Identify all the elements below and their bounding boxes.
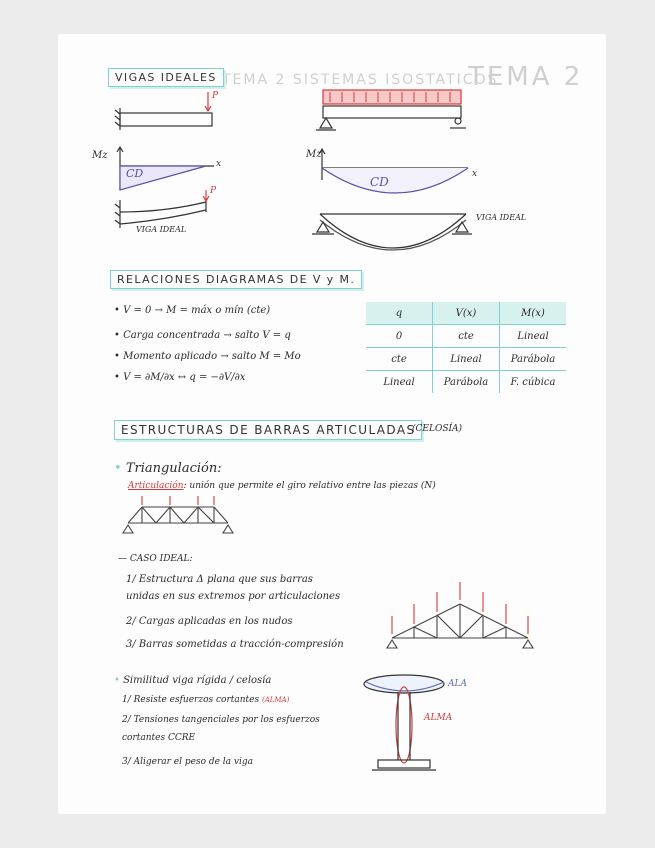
table-cell: cte <box>366 348 433 371</box>
table-row <box>366 348 566 371</box>
caso-ideal-heading: — CASO IDEAL: <box>118 554 193 564</box>
table-cell: Lineal <box>433 348 500 371</box>
section-title-estructuras: ESTRUCTURAS DE BARRAS ARTICULADAS <box>114 420 422 440</box>
articulacion-text: : unión que permite el giro relativo entre las piezas (N) <box>183 481 436 491</box>
relation-bullet-2: • Carga concentrada → salto V = q <box>114 330 291 341</box>
similitud-text: Similitud viga rígida / celosía <box>123 675 272 686</box>
caso-ideal-item-1: 1/ Estructura Δ plana que sus barras <box>126 574 313 585</box>
faint-bleed-title: TEMA 2 SISTEMAS ISOSTATICOS <box>222 72 499 88</box>
viga-ideal-label-1: VIGA IDEAL <box>136 225 187 234</box>
relation-bullet-4: • V = ∂M/∂x ↔ q = −∂V/∂x <box>114 372 246 383</box>
similitud-text-1: 1/ Resiste esfuerzos cortantes <box>122 695 260 705</box>
cd-label-1: CD <box>126 167 144 180</box>
caso-ideal-item-1b: unidas en sus extremos por articulaciones <box>126 591 341 602</box>
triangulacion-text: Triangulación: <box>125 461 222 476</box>
load-label-p1: P <box>212 91 219 101</box>
faint-bleed-prefix: TEMA 2 <box>468 62 584 92</box>
x-label-1: x <box>216 159 222 169</box>
table-header-cell: V(x) <box>433 302 500 325</box>
x-label-2: x <box>472 169 478 179</box>
triangulacion-heading: • Triangulación: <box>114 461 222 476</box>
mz-label-2: Mz <box>306 149 322 160</box>
relations-table <box>366 302 566 393</box>
table-header-cell: M(x) <box>500 302 567 325</box>
relation-text-3: Momento aplicado → salto M = Mo <box>123 351 301 362</box>
section-subtitle-celosia: (CELOSÍA) <box>412 424 463 434</box>
table-cell: Lineal <box>500 325 567 348</box>
table-row <box>366 371 566 394</box>
caso-ideal-item-3: 3/ Barras sometidas a tracción-compresión <box>126 639 344 650</box>
relation-bullet-3: • Momento aplicado → salto M = Mo <box>114 351 301 362</box>
relation-bullet-1: • V = 0 → M = máx o mín (cte) <box>114 305 271 316</box>
table-cell: Parábola <box>433 371 500 394</box>
alma-label: ALMA <box>424 713 453 723</box>
similitud-heading: • Similitud viga rígida / celosía <box>114 675 272 686</box>
table-cell: cte <box>433 325 500 348</box>
viga-ideal-label-2: VIGA IDEAL <box>476 213 527 222</box>
caso-ideal-item-2: 2/ Cargas aplicadas en los nudos <box>126 616 293 627</box>
relation-text-1: V = 0 → M = máx o mín (cte) <box>123 305 271 316</box>
alma-tag: (ALMA) <box>261 696 290 704</box>
table-row <box>366 325 566 348</box>
relation-text-4: V = ∂M/∂x ↔ q = −∂V/∂x <box>123 372 246 383</box>
table-cell: 0 <box>366 325 433 348</box>
articulacion-line <box>128 482 436 491</box>
relation-text-2: Carga concentrada → salto V = q <box>123 330 291 341</box>
table-cell: F. cúbica <box>500 371 567 394</box>
similitud-item-3: 3/ Aligerar el peso de la viga <box>122 757 253 767</box>
mz-label-1: Mz <box>92 150 108 161</box>
articulacion-label: Articulación <box>128 481 184 491</box>
load-label-p2: P <box>210 186 217 196</box>
similitud-item-2: 2/ Tensiones tangenciales por los esfuerzos <box>122 715 320 725</box>
table-cell: Parábola <box>500 348 567 371</box>
table-cell: Lineal <box>366 371 433 394</box>
cd-label-2: CD <box>370 175 389 189</box>
similitud-item-2b: cortantes CCRE <box>122 733 196 743</box>
similitud-item-1 <box>122 696 289 705</box>
section-title-vigas: VIGAS IDEALES <box>108 68 224 87</box>
table-header-cell: q <box>366 302 433 325</box>
table-header-row <box>366 302 566 325</box>
ala-label: ALA <box>448 679 467 689</box>
section-title-relaciones: RELACIONES DIAGRAMAS DE V y M. <box>110 270 362 289</box>
